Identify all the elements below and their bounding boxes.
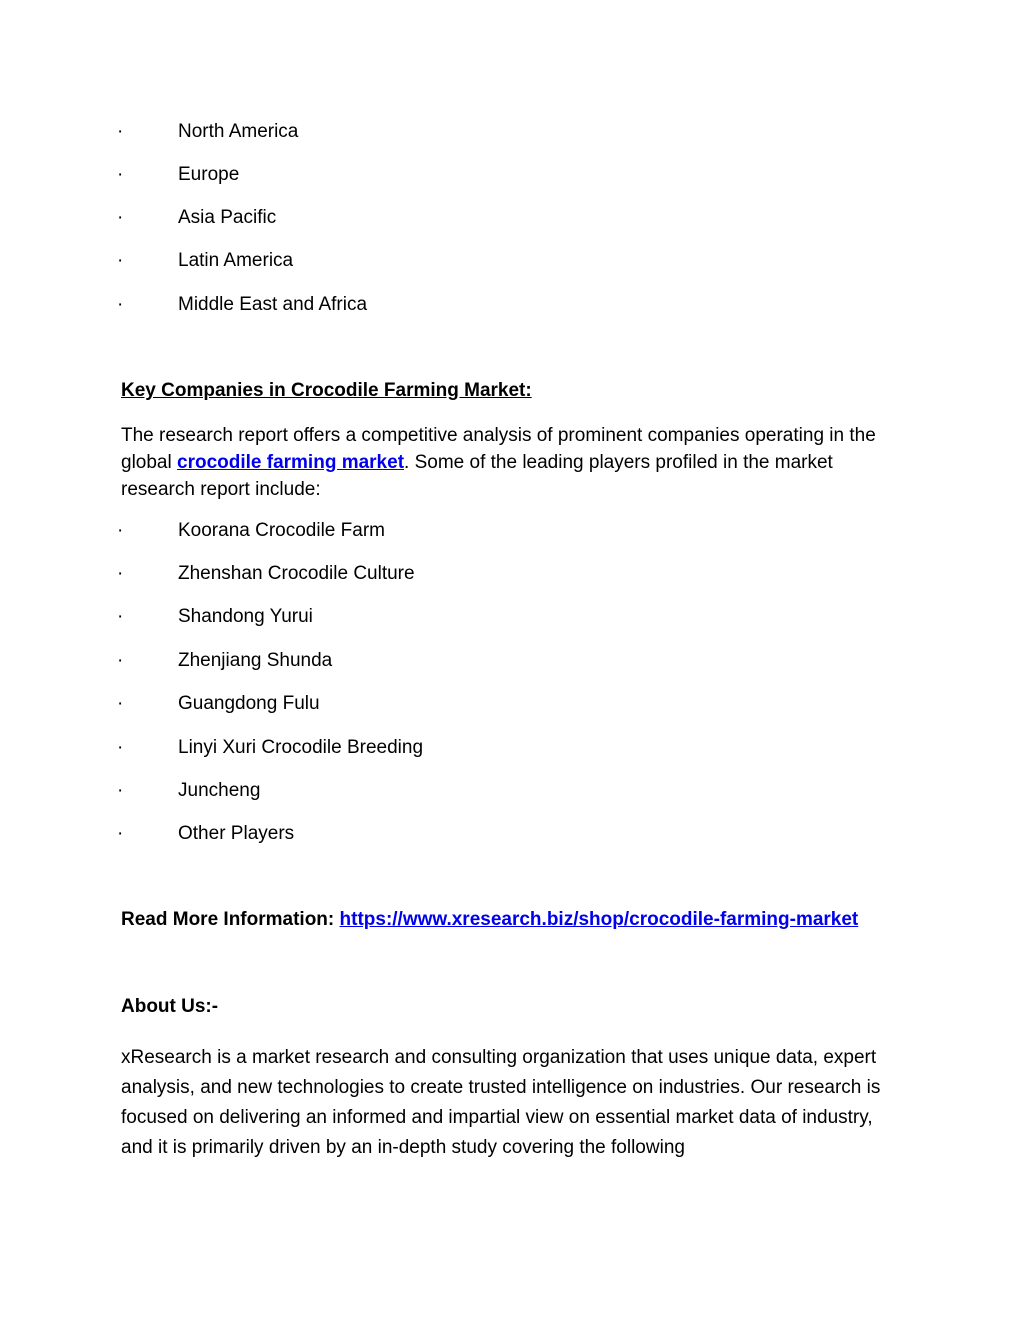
company-item: Zhenjiang Shunda	[178, 650, 333, 671]
region-item-middle-east-africa: Middle East and Africa	[178, 294, 368, 315]
company-item: Koorana Crocodile Farm	[178, 520, 385, 541]
intro-text-before: The research report offers a competitive analysis of prominent companies operating in the global	[121, 425, 876, 473]
crocodile-farming-market-link[interactable]: crocodile farming market	[177, 452, 405, 473]
bullet-icon: ·	[117, 164, 124, 185]
company-item: Linyi Xuri Crocodile Breeding	[178, 737, 424, 758]
region-item-europe: Europe	[178, 164, 240, 185]
bullet-icon: ·	[117, 650, 124, 671]
read-more-label: Read More Information:	[121, 909, 340, 930]
company-item: Shandong Yurui	[178, 606, 313, 627]
companies-heading: Key Companies in Crocodile Farming Market:	[121, 380, 532, 401]
bullet-icon: ·	[117, 207, 124, 228]
company-item: Other Players	[178, 823, 295, 844]
company-item: Guangdong Fulu	[178, 693, 320, 714]
bullet-icon: ·	[117, 823, 124, 844]
bullet-icon: ·	[117, 121, 124, 142]
company-item: Juncheng	[178, 780, 261, 801]
intro-text-after: . Some of the leading players profiled in the market research report include:	[121, 452, 833, 500]
about-heading: About Us:-	[121, 996, 219, 1017]
bullet-icon: ·	[117, 606, 124, 627]
bullet-icon: ·	[117, 780, 124, 801]
bullet-icon: ·	[117, 563, 124, 584]
region-item-north-america: North America	[178, 121, 299, 142]
companies-intro-paragraph	[121, 422, 901, 503]
read-more-line	[121, 909, 858, 931]
region-item-latin-america: Latin America	[178, 250, 294, 271]
bullet-icon: ·	[117, 294, 124, 315]
about-paragraph: xResearch is a market research and consulting organization that uses unique data, expert analysis, and new technologies to create trusted intelligence on industries. Our research is focused on delivering an informed and impartial view on essential market data of industry, and it is primarily driven by an in-depth study covering the following	[121, 1047, 881, 1158]
bullet-icon: ·	[117, 737, 124, 758]
bullet-icon: ·	[117, 520, 124, 541]
region-item-asia-pacific: Asia Pacific	[178, 207, 277, 228]
company-item: Zhenshan Crocodile Culture	[178, 563, 415, 584]
bullet-icon: ·	[117, 250, 124, 271]
read-more-url-link[interactable]: https://www.xresearch.biz/shop/crocodile-farming-market	[339, 909, 859, 930]
bullet-icon: ·	[117, 693, 124, 714]
